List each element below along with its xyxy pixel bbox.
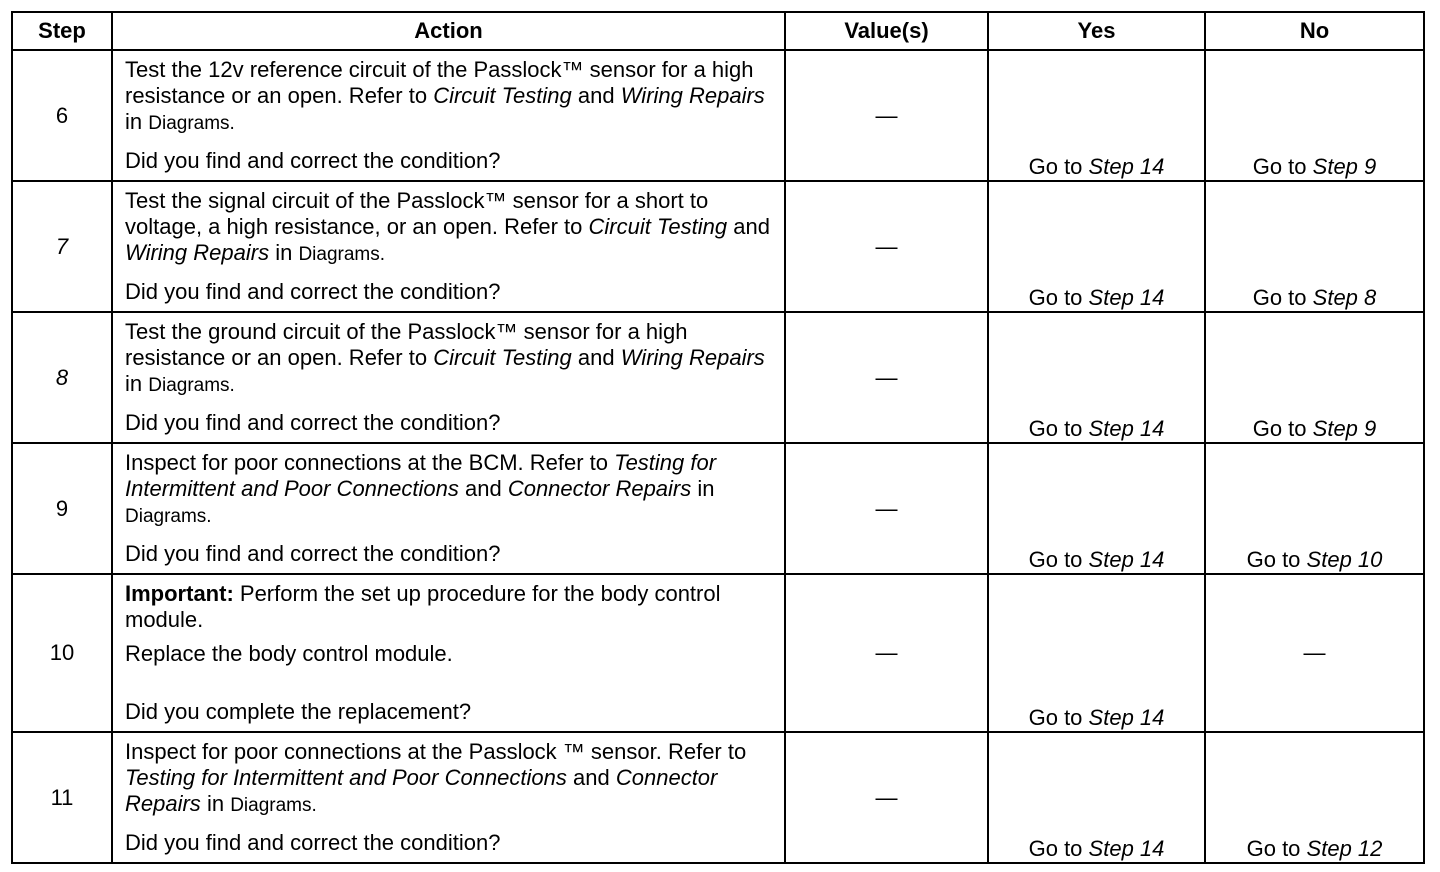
action-cell: Test the 12v reference circuit of the Passlock™ sensor for a high resistance or an open. Refer to Circuit Testing and Wiring Repairs in Diagrams. Did you find and correct the condition? [112, 50, 785, 181]
action-text: Inspect for poor connections at the BCM. Refer to [125, 450, 609, 475]
table-row [12, 312, 1424, 443]
header-row [12, 12, 1424, 50]
value-cell: — [785, 443, 988, 574]
header-no: No [1205, 12, 1424, 50]
reference-link: Testing for Intermittent and Poor Connections [125, 450, 717, 501]
step-number: 6 [12, 50, 112, 181]
diagnostic-table [11, 11, 1425, 864]
value-cell: — [785, 181, 988, 312]
action-cell: Inspect for poor connections at the BCM. Refer to Testing for Intermittent and Poor Connections and Connector Repairs in Diagrams. Did you find and correct the condition? [112, 443, 785, 574]
no-cell: Go to Step 12 [1205, 732, 1424, 863]
step-number: 11 [12, 732, 112, 863]
diagrams-ref: Diagrams. [298, 244, 386, 265]
no-cell: Go to Step 8 [1205, 181, 1424, 312]
reference-link: Circuit Testing [433, 345, 572, 370]
table-row [12, 732, 1424, 863]
table-row [12, 50, 1424, 181]
step-number: 9 [12, 443, 112, 574]
yes-cell: Go to Step 14 [988, 574, 1205, 732]
diagrams-ref: Diagrams. [148, 375, 235, 396]
action-question: Did you complete the replacement? [125, 699, 472, 724]
step-number: 8 [12, 312, 112, 443]
yes-cell: Go to Step 14 [988, 312, 1205, 443]
step-number: 10 [12, 574, 112, 732]
table-row [12, 443, 1424, 574]
no-cell: Go to Step 9 [1205, 312, 1424, 443]
action-cell: Inspect for poor connections at the Passlock ™ sensor. Refer to Testing for Intermittent and Poor Connections and Connector Repairs in Diagrams. Did you find and correct the condition? [112, 732, 785, 863]
action-text: Inspect for poor connections at the Passlock ™ sensor. Refer to [125, 739, 747, 764]
no-cell: Go to Step 10 [1205, 443, 1424, 574]
action-cell: Test the ground circuit of the Passlock™ sensor for a high resistance or an open. Refer to Circuit Testing and Wiring Repairs in Diagrams. Did you find and correct the condition? [112, 312, 785, 443]
action-question: Did you find and correct the condition? [125, 148, 501, 173]
diagrams-ref: Diagrams. [230, 795, 317, 816]
value-cell: — [785, 50, 988, 181]
reference-link: Circuit Testing [433, 83, 572, 108]
replace-instruction: Replace the body control module. [125, 641, 453, 666]
no-cell: — [1205, 574, 1424, 732]
important-text: Perform the set up procedure for the body control module. [125, 581, 721, 632]
table-row [12, 181, 1424, 312]
header-yes: Yes [988, 12, 1205, 50]
diagrams-ref: Diagrams. [125, 506, 212, 527]
header-action: Action [112, 12, 785, 50]
yes-cell: Go to Step 14 [988, 732, 1205, 863]
reference-link: Connector Repairs [125, 765, 718, 816]
header-values: Value(s) [785, 12, 988, 50]
yes-cell: Go to Step 14 [988, 181, 1205, 312]
action-text: Test the signal circuit of the Passlock™ sensor for a short to voltage, a high resistance, or an open. Refer to [125, 188, 709, 239]
header-step: Step [12, 12, 112, 50]
reference-link: Testing for Intermittent and Poor Connections [125, 765, 567, 790]
step-number: 7 [12, 181, 112, 312]
no-cell: Go to Step 9 [1205, 50, 1424, 181]
reference-link: Wiring Repairs [125, 240, 270, 265]
important-label: Important: [125, 581, 234, 606]
reference-link: Connector Repairs [507, 476, 692, 501]
diagrams-ref: Diagrams. [148, 113, 235, 134]
action-question: Did you find and correct the condition? [125, 279, 501, 304]
reference-link: Circuit Testing [588, 214, 728, 239]
action-cell: Test the signal circuit of the Passlock™ sensor for a short to voltage, a high resistance, or an open. Refer to Circuit Testing and Wiring Repairs in Diagrams. Did you find and correct the condition? [112, 181, 785, 312]
action-text: Test the 12v reference circuit of the Passlock™ sensor for a high resistance or an open. Refer to [125, 57, 754, 108]
value-cell: — [785, 732, 988, 863]
action-question: Did you find and correct the condition? [125, 410, 501, 435]
yes-cell: Go to Step 14 [988, 443, 1205, 574]
reference-link: Wiring Repairs [620, 83, 765, 108]
reference-link: Wiring Repairs [620, 345, 765, 370]
yes-cell: Go to Step 14 [988, 50, 1205, 181]
table-row [12, 574, 1424, 732]
action-text: Test the ground circuit of the Passlock™ sensor for a high resistance or an open. Refer to [125, 319, 688, 370]
action-cell [112, 574, 785, 732]
value-cell: — [785, 574, 988, 732]
action-question: Did you find and correct the condition? [125, 541, 501, 566]
value-cell: — [785, 312, 988, 443]
action-question: Did you find and correct the condition? [125, 830, 501, 855]
